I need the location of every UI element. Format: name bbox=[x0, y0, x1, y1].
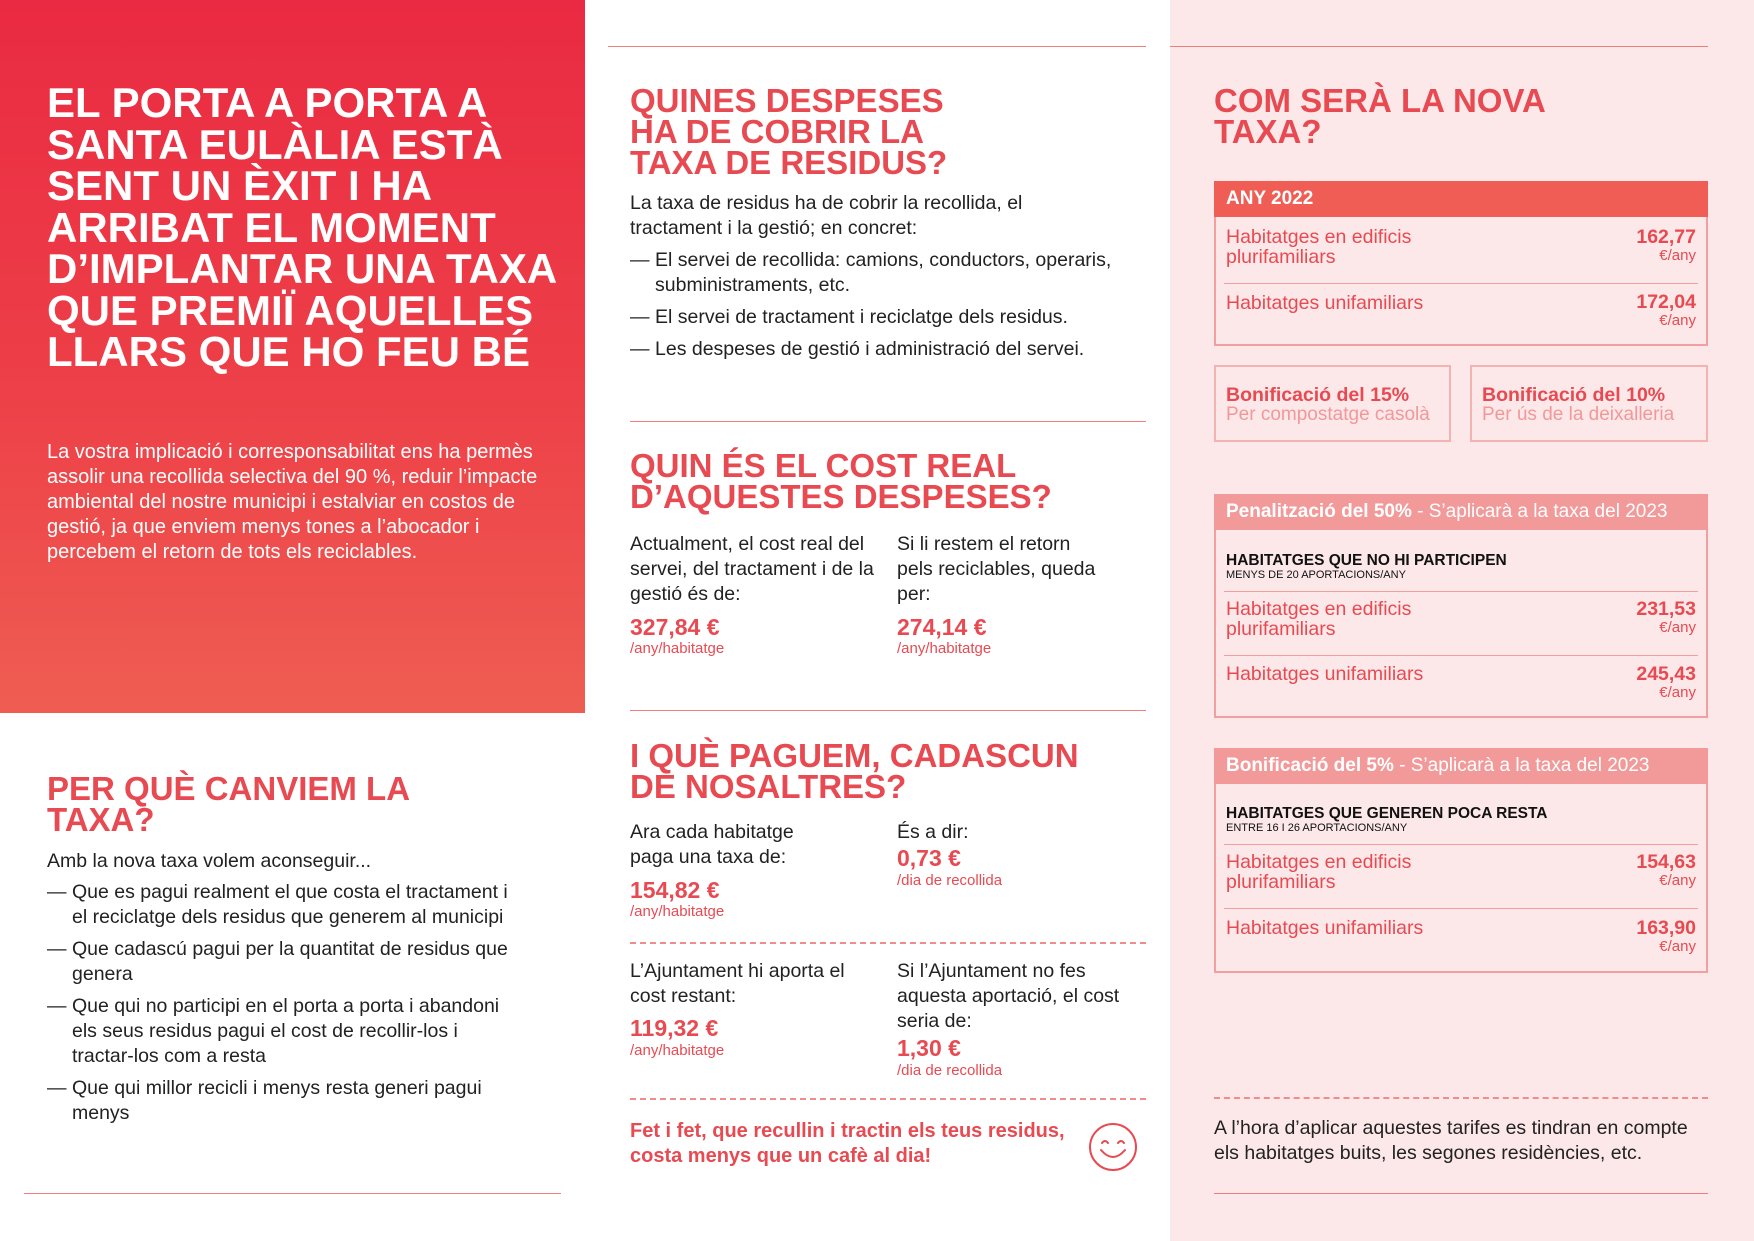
tax-2022-header: ANY 2022 bbox=[1214, 181, 1708, 217]
cost-title: QUIN ÉS EL COST REAL D’AQUESTES DESPESES? bbox=[630, 447, 1052, 515]
divider bbox=[24, 1193, 561, 1194]
smiley-face-icon bbox=[1088, 1122, 1138, 1172]
row-unit: €/any bbox=[1659, 684, 1696, 701]
list-item: — El servei de tractament i reciclatge dels residus. bbox=[630, 306, 1068, 328]
row-value: 172,04 bbox=[1636, 291, 1696, 313]
bonus-5-header: Bonificació del 5% - S’aplicarà a la taxa del 2023 bbox=[1214, 748, 1708, 784]
coffee-note: Fet i fet, que recullin i tractin els teus residus, costa menys que un cafè al dia! bbox=[630, 1120, 1065, 1167]
row-label: Habitatges unifamiliars bbox=[1226, 292, 1424, 314]
intro-panel bbox=[0, 0, 585, 713]
divider bbox=[630, 421, 1146, 422]
pay-a-text: Ara cada habitatge paga una taxa de: bbox=[630, 821, 794, 868]
row-unit: €/any bbox=[1659, 872, 1696, 889]
pay-b-unit: /dia de recollida bbox=[897, 872, 1003, 889]
expenses-list bbox=[630, 248, 1120, 369]
cost-left-unit: /any/habitatge bbox=[630, 640, 725, 657]
new-tax-title: COM SERÀ LA NOVA TAXA? bbox=[1214, 82, 1545, 150]
divider bbox=[608, 46, 1146, 47]
dashed-divider bbox=[630, 1098, 1146, 1100]
pay-a-value: 154,82 € bbox=[630, 877, 720, 903]
penalty-sub-title: HABITATGES QUE NO HI PARTICIPEN bbox=[1226, 552, 1507, 569]
list-item: — El servei de recollida: camions, conductors, operaris, subministraments, etc. bbox=[630, 249, 1112, 296]
pay-b-value: 0,73 € bbox=[897, 845, 961, 871]
row-label: Habitatges en edificis plurifamiliars bbox=[1226, 226, 1412, 268]
row-divider bbox=[1224, 655, 1698, 656]
cost-left-value: 327,84 € bbox=[630, 614, 720, 640]
penalty-sub-small: MENYS DE 20 APORTACIONS/ANY bbox=[1226, 569, 1406, 581]
bonus-10-box bbox=[1470, 365, 1708, 442]
pay-c-value: 119,32 € bbox=[630, 1015, 719, 1041]
pay-b-text: És a dir: bbox=[897, 821, 969, 843]
list-item: — Que qui millor recicli i menys resta generi pagui menys bbox=[47, 1077, 482, 1124]
row-value: 245,43 bbox=[1636, 663, 1696, 685]
pay-d-text: Si l’Ajuntament no fes aquesta aportació, el cost seria de: bbox=[897, 960, 1120, 1032]
row-unit: €/any bbox=[1659, 312, 1696, 329]
list-item: — Que cadascú pagui per la quantitat de residus que genera bbox=[47, 938, 508, 985]
row-label: Habitatges en edificis plurifamiliars bbox=[1226, 598, 1412, 640]
row-unit: €/any bbox=[1659, 619, 1696, 636]
dashed-divider bbox=[1214, 1097, 1708, 1099]
cost-right-value: 274,14 € bbox=[897, 614, 987, 640]
row-unit: €/any bbox=[1659, 247, 1696, 264]
pay-a-unit: /any/habitatge bbox=[630, 903, 725, 920]
list-item: — Que es pagui realment el que costa el tractament i el reciclatge dels residus que generem al municipi bbox=[47, 881, 508, 928]
why-lead: Amb la nova taxa volem aconseguir... bbox=[47, 850, 372, 872]
cost-left-text: Actualment, el cost real del servei, del tractament i de la gestió és de: bbox=[630, 533, 874, 605]
penalty-header: Penalització del 50% - S’aplicarà a la taxa del 2023 bbox=[1214, 494, 1708, 530]
penalty-box bbox=[1214, 494, 1708, 718]
bonus-15-sub: Per compostatge casolà bbox=[1226, 404, 1430, 425]
bonus-10-sub: Per ús de la deixalleria bbox=[1482, 404, 1675, 425]
row-label: Habitatges en edificis plurifamiliars bbox=[1226, 851, 1412, 893]
bonus-15-box bbox=[1214, 365, 1451, 442]
bonus-10-title: Bonificació del 10% bbox=[1482, 384, 1666, 406]
divider bbox=[1170, 46, 1708, 47]
row-value: 154,63 bbox=[1636, 851, 1696, 873]
why-list bbox=[47, 880, 517, 1133]
dashed-divider bbox=[630, 942, 1146, 944]
intro-title: EL PORTA A PORTA A SANTA EULÀLIA ESTÀ SENT UN ÈXIT I HA ARRIBAT EL MOMENT D’IMPLANTAR UNA TAXA QUE PREMIÏ AQUELLES LLARS QUE HO FEU BÉ bbox=[47, 79, 556, 375]
divider bbox=[630, 710, 1146, 711]
row-value: 231,53 bbox=[1636, 598, 1696, 620]
row-label: Habitatges unifamiliars bbox=[1226, 917, 1424, 939]
row-value: 163,90 bbox=[1636, 917, 1696, 939]
divider bbox=[1214, 1193, 1708, 1194]
bonus-5-sub-small: ENTRE 16 I 26 APORTACIONS/ANY bbox=[1226, 822, 1408, 834]
expenses-lead: La taxa de residus ha de cobrir la recollida, el tractament i la gestió; en concret: bbox=[630, 192, 1023, 239]
row-divider bbox=[1224, 591, 1698, 592]
footnote: A l’hora d’aplicar aquestes tarifes es tindran en compte els habitatges buits, les segones residències, etc. bbox=[1214, 1117, 1688, 1164]
row-divider bbox=[1224, 908, 1698, 909]
row-unit: €/any bbox=[1659, 938, 1696, 955]
pay-d-value: 1,30 € bbox=[897, 1035, 961, 1061]
bonus-5-sub-title: HABITATGES QUE GENEREN POCA RESTA bbox=[1226, 805, 1548, 822]
pay-d-unit: /dia de recollida bbox=[897, 1062, 1003, 1079]
row-label: Habitatges unifamiliars bbox=[1226, 663, 1424, 685]
pay-c-unit: /any/habitatge bbox=[630, 1042, 725, 1059]
row-divider bbox=[1224, 283, 1698, 284]
pay-title: I QUÈ PAGUEM, CADASCUN DE NOSALTRES? bbox=[630, 737, 1079, 805]
pay-c-text: L’Ajuntament hi aporta el cost restant: bbox=[630, 960, 845, 1007]
cost-right-unit: /any/habitatge bbox=[897, 640, 992, 657]
tax-2022-box bbox=[1214, 181, 1708, 346]
row-value: 162,77 bbox=[1636, 226, 1696, 248]
bonus-5-box bbox=[1214, 748, 1708, 973]
row-divider bbox=[1224, 844, 1698, 845]
expenses-title: QUINES DESPESES HA DE COBRIR LA TAXA DE RESIDUS? bbox=[630, 82, 948, 181]
intro-text: La vostra implicació i corresponsabilitat ens ha permès assolir una recollida selectiva del 90 %, reduir l’impacte ambiental del nostre municipi i estalviar en costos de gestió, ja que enviem menys tones a l’abocador i percebem el retorn de tots els reciclables. bbox=[47, 441, 538, 563]
bonus-15-title: Bonificació del 15% bbox=[1226, 384, 1410, 406]
list-item: — Les despeses de gestió i administració del servei. bbox=[630, 338, 1085, 360]
why-title: PER QUÈ CANVIEM LA TAXA? bbox=[47, 770, 409, 838]
cost-right-text: Si li restem el retorn pels reciclables, queda per: bbox=[897, 533, 1096, 605]
list-item: — Que qui no participi en el porta a porta i abandoni els seus residus pagui el cost de recollir-los i tractar-los com a resta bbox=[47, 995, 500, 1067]
